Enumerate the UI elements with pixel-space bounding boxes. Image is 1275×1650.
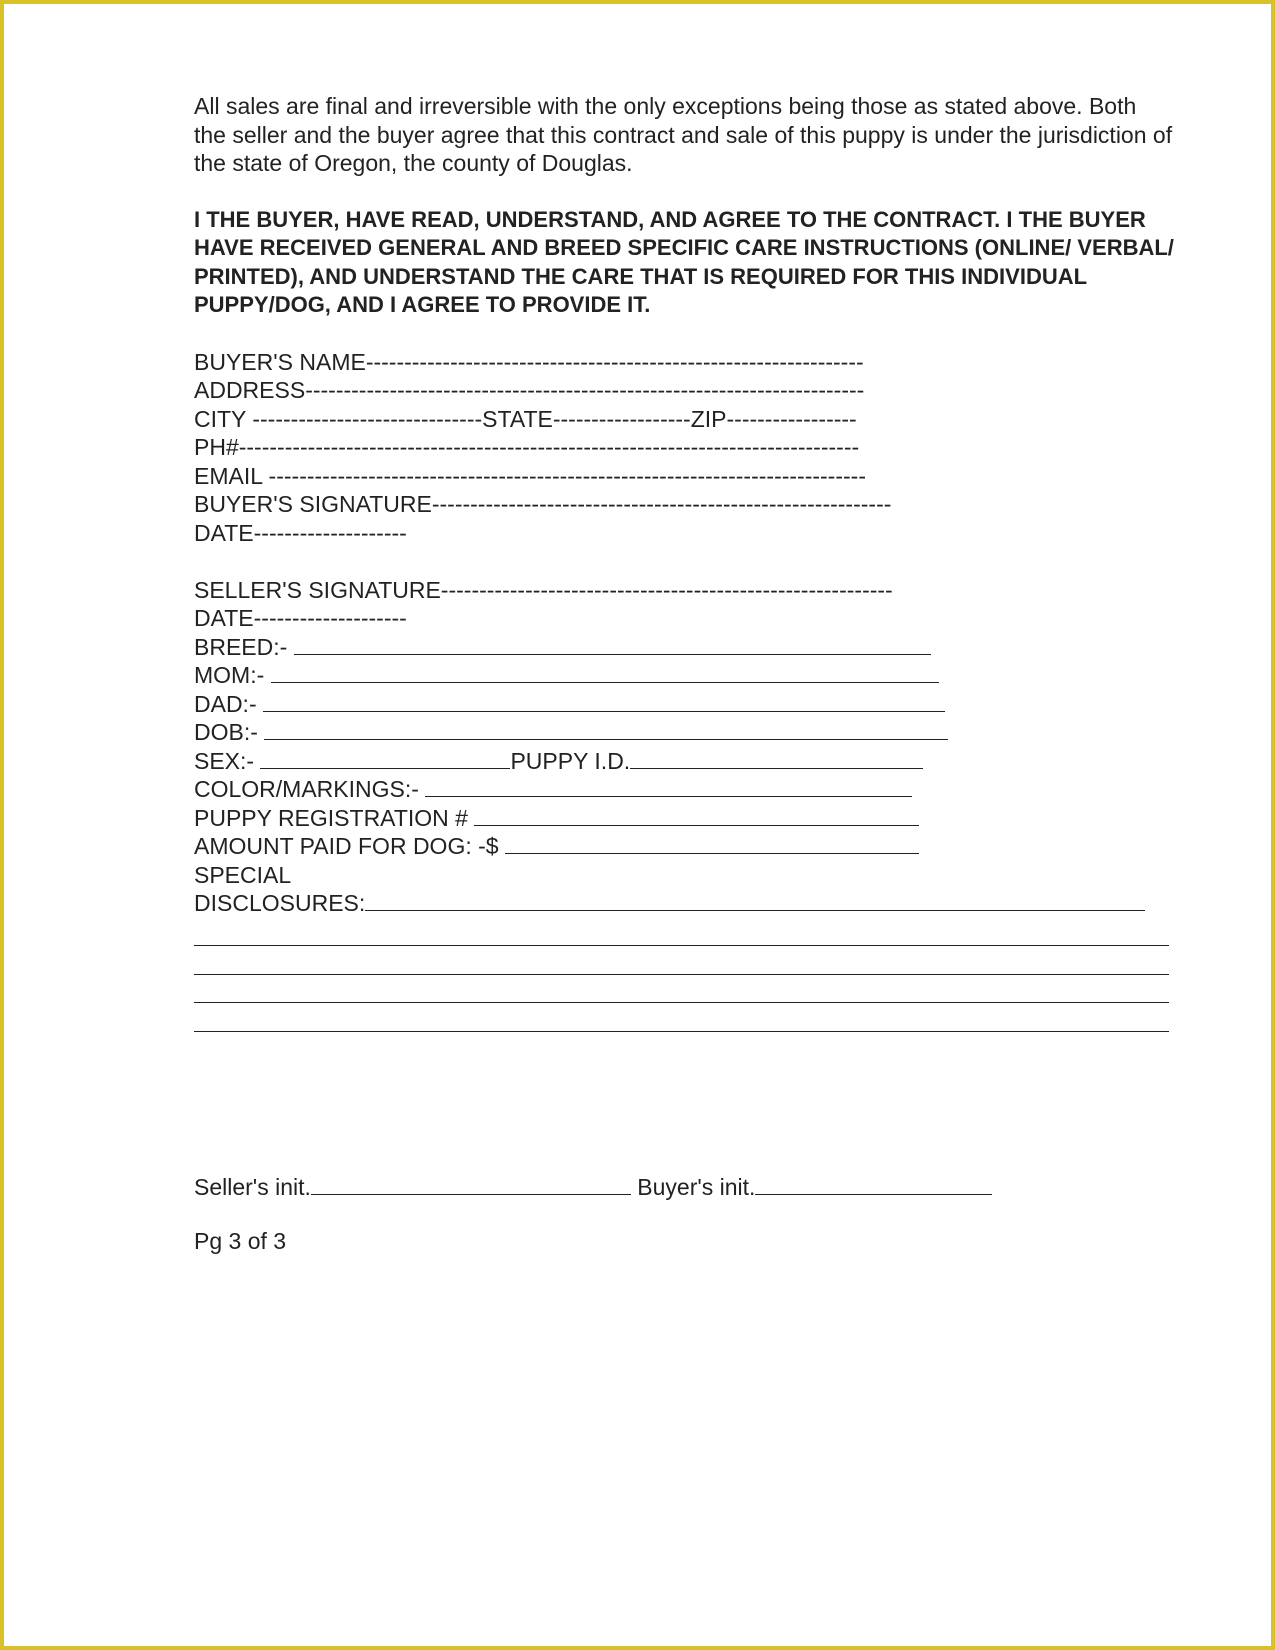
buyer-agreement-statement: I THE BUYER, HAVE READ, UNDERSTAND, AND AGREE TO THE CONTRACT. I THE BUYER HAVE RECEIVED GENERAL AND BREED SPECIFIC CARE INSTRUCTIONS (ONLINE/ VERBAL/ PRINTED), AND UNDERSTAND THE CARE THAT IS REQUIRED FOR THIS INDIVIDUAL PUPPY/DOG, AND I AGREE TO PROVIDE IT. <box>194 206 1174 317</box>
dad-line[interactable] <box>263 693 945 712</box>
dad-row <box>194 690 1174 719</box>
seller-date-field[interactable]: DATE-------------------- <box>194 605 407 631</box>
disclosures-label: DISCLOSURES: <box>194 890 366 916</box>
buyer-fields <box>194 348 1174 1032</box>
disclosure-line-4[interactable] <box>194 1003 1169 1032</box>
color-label: COLOR/MARKINGS:- <box>194 776 419 802</box>
special-label: SPECIAL <box>194 861 292 888</box>
seller-initials-label: Seller's init. <box>194 1173 311 1200</box>
amount-line[interactable] <box>505 835 919 854</box>
amount-row <box>194 832 1174 861</box>
buyer-signature-field[interactable]: BUYER'S SIGNATURE------------------------------------------------------------ <box>194 491 892 517</box>
intro-paragraph: All sales are final and irreversible with the only exceptions being those as stated above. Both the seller and the buyer agree that this contract and sale of this puppy is under the jurisdiction of the state of Oregon, the county of Douglas. <box>194 93 1173 176</box>
puppy-id-label: PUPPY I.D. <box>510 747 631 774</box>
disclosure-line-2[interactable] <box>194 946 1169 975</box>
initials-row <box>194 1174 1174 1203</box>
email-field[interactable]: EMAIL ------------------------------------------------------------------------------ <box>194 462 866 489</box>
state-field[interactable]: STATE------------------ <box>482 405 691 432</box>
dob-label: DOB:- <box>194 719 258 745</box>
disclosures-line[interactable] <box>365 892 1145 911</box>
color-line[interactable] <box>425 778 912 797</box>
mom-row <box>194 661 1174 690</box>
sex-line[interactable] <box>260 750 510 769</box>
sex-id-row <box>194 747 1174 776</box>
registration-line[interactable] <box>474 807 919 826</box>
city-state-zip-row <box>194 405 1174 434</box>
breed-row <box>194 633 1174 662</box>
dob-row <box>194 718 1174 747</box>
mom-line[interactable] <box>271 664 939 683</box>
zip-field[interactable]: ZIP----------------- <box>690 405 857 432</box>
city-field[interactable]: CITY ------------------------------ <box>194 405 483 432</box>
seller-signature-field[interactable]: SELLER'S SIGNATURE----------------------------------------------------------- <box>194 576 893 603</box>
buyer-initials-line[interactable] <box>755 1176 992 1195</box>
document-page <box>4 4 1271 1646</box>
breed-line[interactable] <box>294 636 931 655</box>
address-field[interactable]: ADDRESS------------------------------------------------------------------------- <box>194 377 865 403</box>
disclosure-line-1[interactable] <box>194 918 1169 947</box>
registration-row <box>194 804 1174 833</box>
seller-initials-line[interactable] <box>311 1176 631 1195</box>
registration-label: PUPPY REGISTRATION # <box>194 804 468 831</box>
amount-label: AMOUNT PAID FOR DOG: -$ <box>194 833 499 859</box>
buyer-name-field[interactable]: BUYER'S NAME----------------------------------------------------------------- <box>194 348 864 375</box>
disclosures-row <box>194 889 1174 918</box>
dob-line[interactable] <box>264 721 948 740</box>
phone-field[interactable]: PH#--------------------------------------------------------------------------------- <box>194 434 860 460</box>
disclosure-line-3[interactable] <box>194 975 1169 1004</box>
mom-label: MOM:- <box>194 662 265 688</box>
color-row <box>194 775 1174 804</box>
breed-label: BREED:- <box>194 633 288 660</box>
contract-content <box>194 92 1174 1255</box>
sex-label: SEX:- <box>194 747 255 774</box>
page-number: Pg 3 of 3 <box>194 1228 287 1254</box>
buyer-date-field[interactable]: DATE-------------------- <box>194 519 407 546</box>
dad-label: DAD:- <box>194 690 257 717</box>
buyer-initials-label: Buyer's init. <box>637 1173 756 1200</box>
puppy-id-line[interactable] <box>630 750 923 769</box>
